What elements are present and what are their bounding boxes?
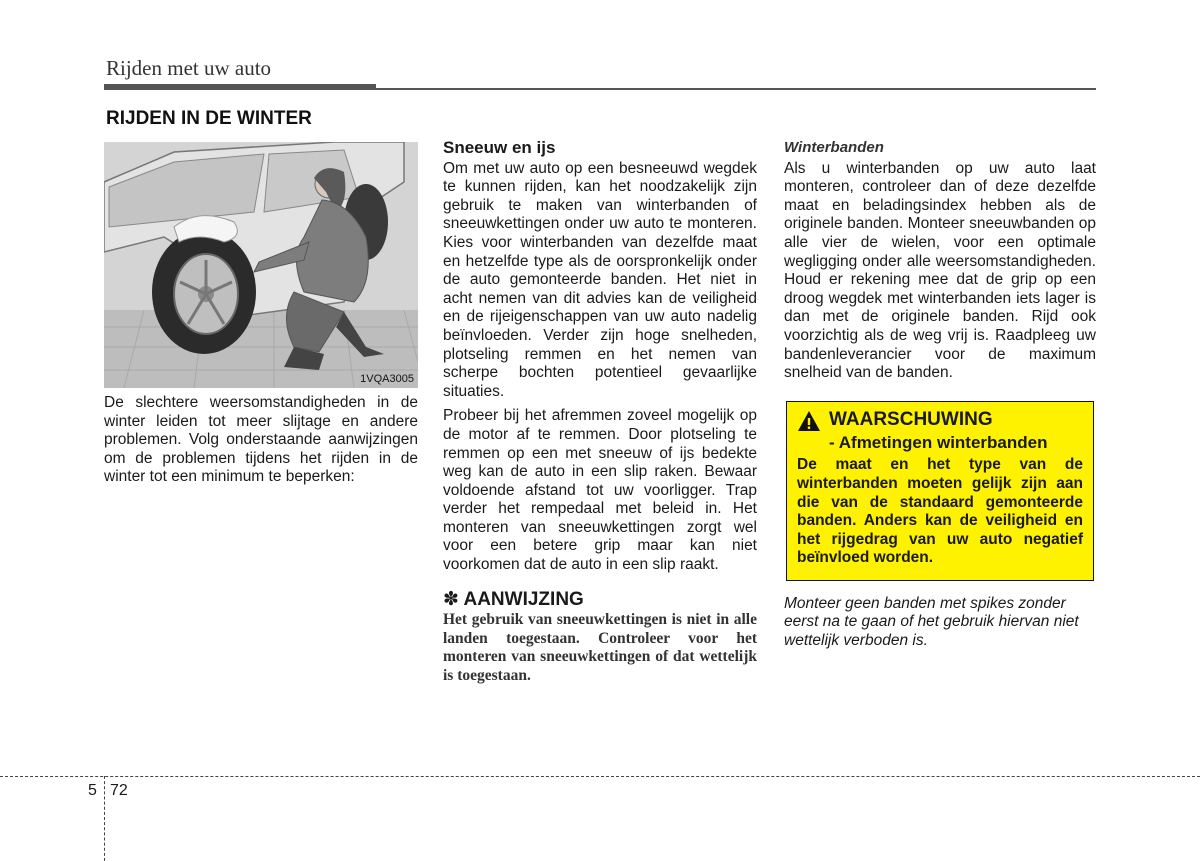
column-middle (443, 139, 757, 686)
running-header: Rijden met uw auto (106, 56, 272, 80)
snow-ice-paragraph-2: Probeer bij het afremmen zoveel mogelijk op de motor af te remmen. Door plotseling te remmen op een met sneeuw of ijs bedekte weg kan de auto in een slip raken. Bewaar voldoende afstand tot uw voorligger. Trap verder het rempedaal met beleid in. Het monteren van sneeuwkettingen zorgt wel voor een betere grip maar kan niet voorkomen dat de auto in een slip raakt. (443, 407, 757, 574)
spikes-paragraph: Monteer geen banden met spikes zonder eerst na te gaan of het gebruik hiervan niet wettelijk verboden is. (784, 594, 1079, 650)
winter-tire-illustration (104, 142, 418, 388)
page-number: 72 (110, 782, 128, 799)
note-text: Het gebruik van sneeuwkettingen is niet in alle landen toegestaan. Controleer voor het monteren van sneeuwkettingen of dat wettelijk is toegestaan. (443, 611, 757, 685)
warning-title: WAARSCHUWING (829, 409, 993, 431)
header-rule (104, 84, 376, 90)
snow-ice-paragraph-1: Om met uw auto op een besneeuwd wegdek te kunnen rijden, kan het noodzakelijk zijn gebruik te maken van winterbanden of sneeuwkettingen onder uw auto te monteren. Kies voor winterbanden van dezelfde maat en hetzelfde type als de oorspronkelijk onder de auto gemonteerde banden. Het niet in acht nemen van dit advies kan de veiligheid en de rijeigenschappen van uw auto nadelig beïnvloeden. Verder zijn hoge snelheden, plotseling remmen en het nemen van scherpe bochten potentieel gevaarlijke situaties. (443, 159, 757, 400)
warning-box (786, 401, 1094, 581)
figure-code: 1VQA3005 (360, 373, 414, 385)
footer-vertical-divider (104, 776, 105, 861)
winter-tires-paragraph: Als u winterbanden op uw auto laat monteren, controleer dan of deze dezelfde maat en beladingsindex hebben als de originele banden. Monteer sneeuwbanden op alle vier de wielen, voor een optimale wegligging onder alle weersomstandigheden. Houd er rekening mee dat de grip op een droog wegdek met winterbanden iets lager is dan met de originele banden. Rijd ook voorzichtig als de weg vrij is. Raadpleeg uw bandenleverancier voor de maximum snelheid van de banden. (784, 159, 1096, 382)
warning-subtitle: - Afmetingen winterbanden (829, 432, 1048, 452)
section-title: RIJDEN IN DE WINTER (106, 108, 312, 129)
footer-divider (0, 776, 1200, 777)
warning-text: De maat en het type van de winterbanden moeten gelijk zijn aan die van de standaard gemonteerde banden. Anders kan de veiligheid en het rijgedrag van uw auto negatief beïnvloed worden. (797, 456, 1083, 567)
intro-paragraph: De slechtere weersomstandigheden in de winter leiden tot meer slijtage en andere problemen. Volg onderstaande aanwijzingen om de problemen tijdens het rijden in de winter tot een minimum te beperken: (104, 394, 418, 486)
snow-ice-heading: Sneeuw en ijs (443, 138, 556, 157)
column-right (784, 139, 1096, 657)
header-rule-thin (376, 88, 1096, 90)
winter-tires-heading: Winterbanden (784, 139, 884, 156)
chapter-number: 5 (88, 782, 97, 799)
column-left (104, 394, 418, 493)
warning-triangle-icon (797, 410, 821, 432)
note-heading: ✽ AANWIJZING (443, 588, 584, 610)
